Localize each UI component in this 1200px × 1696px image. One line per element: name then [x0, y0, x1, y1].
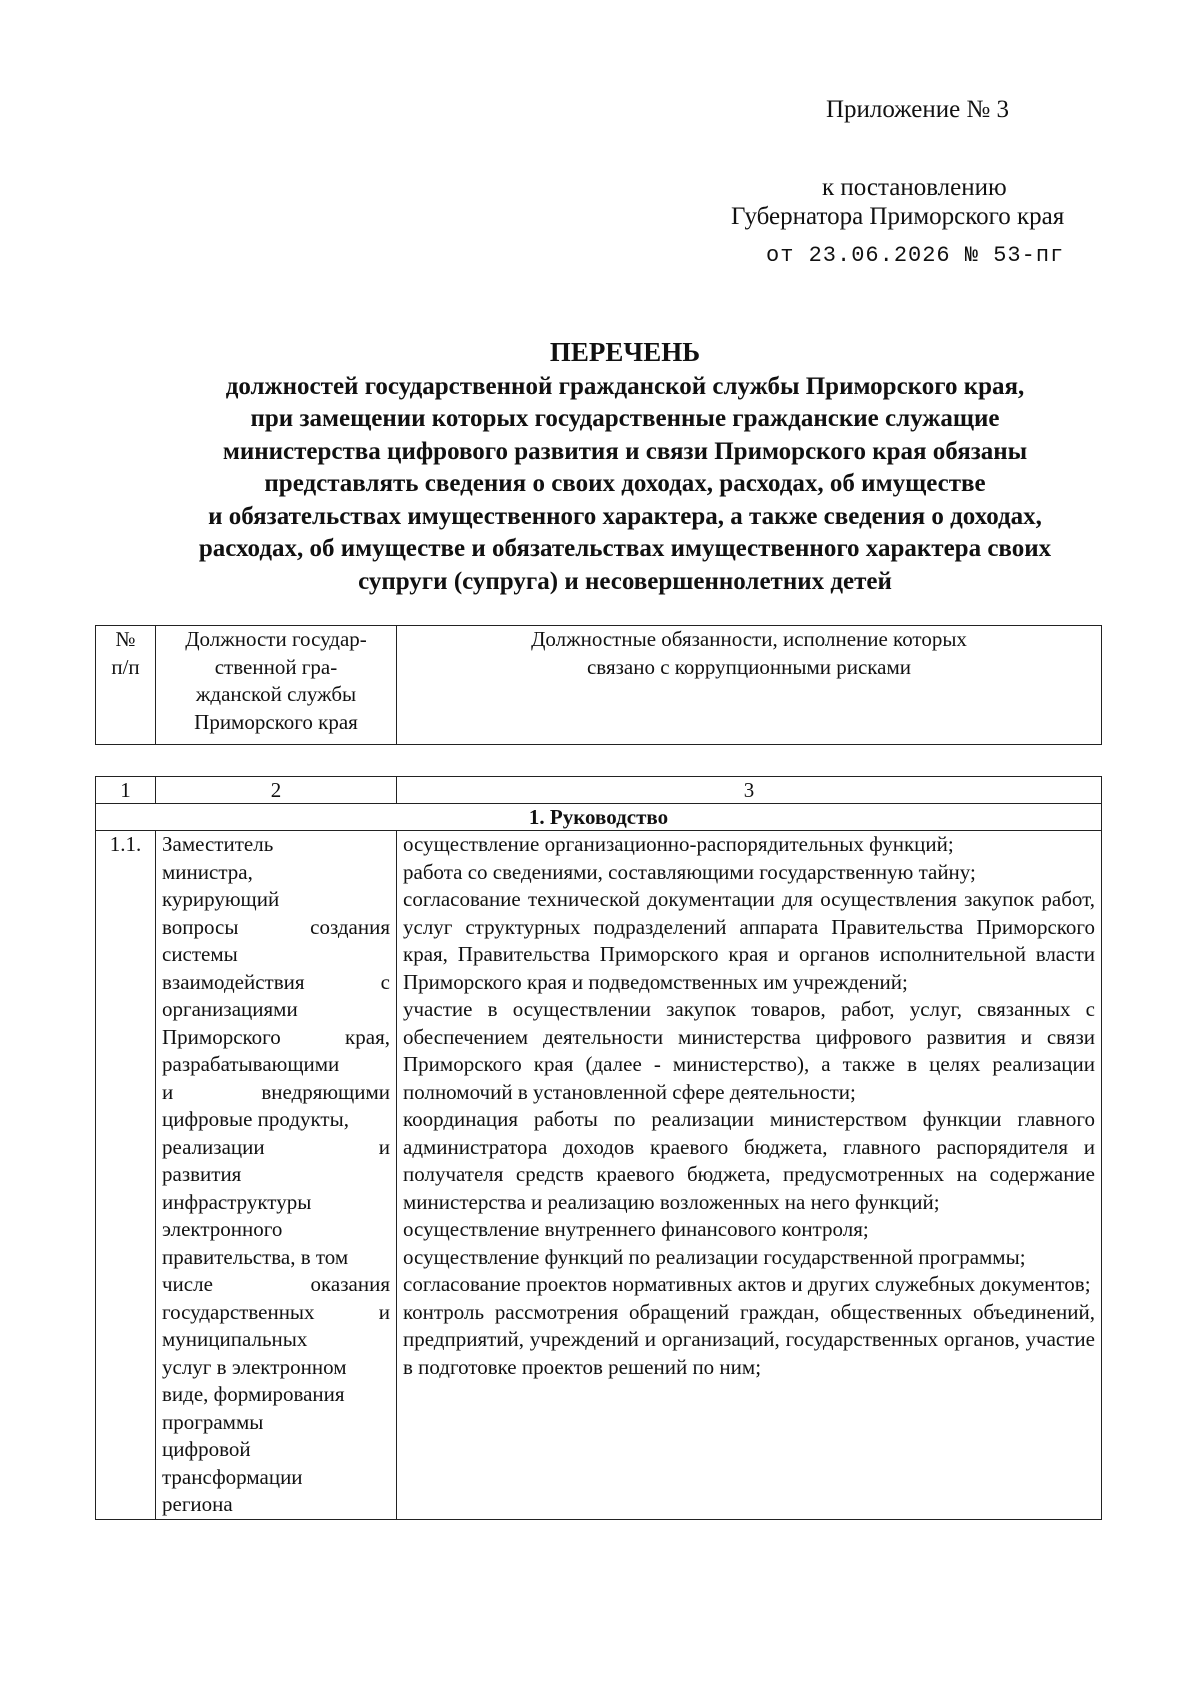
title-line: представлять сведения о своих доходах, расходах, об имуществе	[264, 470, 986, 497]
position-line: виде, формирования	[162, 1382, 345, 1406]
appendix-label: Приложение № 3	[826, 96, 1010, 123]
position-line: программы	[162, 1409, 264, 1434]
column-number-row	[96, 777, 1102, 804]
header-text: ственной гра-	[214, 654, 338, 679]
duty-item: согласование технической документации для осуществления закупок работ, услуг структурных подразделений аппарата Правительства Приморского края, Правительства Приморского края и органов исполнительной власти Приморского края и подведомственных им учреждений;	[403, 887, 1095, 994]
header-text: Приморского края	[194, 709, 358, 734]
duty-item: согласование проектов нормативных актов и других служебных документов;	[403, 1272, 1091, 1296]
position-line: курирующий	[162, 887, 280, 911]
header-text: Должности государ-	[185, 627, 367, 651]
position-line: системы	[162, 942, 238, 966]
position-line: организациями	[162, 997, 298, 1021]
position-cell	[156, 831, 397, 1520]
title-line: супруги (супруга) и несовершеннолетних детей	[358, 567, 892, 595]
column-number: 3	[397, 777, 1102, 804]
position-line: разрабатывающими	[162, 1052, 340, 1076]
position-line: и внедряющими	[162, 1079, 390, 1104]
position-line: цифровой	[162, 1437, 251, 1461]
title-line: и обязательствах имущественного характера, а также сведения о доходах,	[208, 502, 1042, 530]
title-line: должностей государственной гражданской службы Приморского края,	[225, 372, 1025, 400]
header-cell-position	[156, 626, 397, 745]
header-cell-duties	[397, 626, 1102, 745]
header-cell-number	[96, 626, 156, 745]
document-title	[130, 336, 1120, 598]
section-row	[96, 804, 1102, 831]
duty-item: координация работы по реализации министерством функции главного администратора доходов краевого бюджета, главного распорядителя и получателя средств краевого бюджета, предусмотренных на содержание министерства и реализацию возложенных на него функций;	[403, 1107, 1095, 1214]
title-line: расходах, об имуществе и обязательствах имущественного характера своих	[198, 535, 1052, 562]
decree-issuer: Губернатора Приморского края	[731, 203, 1065, 230]
duty-item: контроль рассмотрения обращений граждан, общественных объединений, предприятий, учреждений и организаций, государственных органов, участие в подготовке проектов решений по ним;	[403, 1299, 1095, 1379]
duty-item: осуществление функций по реализации государственной программы;	[403, 1244, 1026, 1269]
position-line: электронного	[162, 1217, 283, 1241]
position-line: Заместитель	[162, 832, 274, 856]
duty-item: осуществление внутреннего финансового контроля;	[403, 1217, 869, 1241]
position-line: инфраструктуры	[162, 1189, 312, 1214]
header-text: №	[115, 627, 136, 651]
position-line: цифровые продукты,	[162, 1107, 349, 1131]
title-line: при замещении которых государственные гражданские служащие	[250, 405, 1000, 432]
decree-date-stamp: от 23.06.2026 № 53-пг	[766, 243, 1065, 268]
title-heading: ПЕРЕЧЕНЬ	[549, 337, 701, 367]
table-header	[95, 625, 1102, 745]
duty-item: работа со сведениями, составляющими государственную тайну;	[403, 859, 976, 884]
position-line: государственных и	[162, 1299, 390, 1324]
decree-reference: к постановлению	[822, 174, 1007, 201]
section-title: 1. Руководство	[96, 804, 1102, 831]
position-line: взаимодействия с	[162, 969, 390, 994]
header-text: жданской службы	[195, 682, 357, 706]
position-line: трансформации	[162, 1464, 303, 1489]
position-line: министра,	[162, 859, 253, 884]
position-line: услуг в электронном	[162, 1354, 347, 1379]
row-number: 1.1.	[96, 831, 156, 1520]
positions-table	[95, 776, 1102, 1520]
header-text: Должностные обязанности, исполнение которых	[531, 627, 967, 651]
table-row	[96, 831, 1102, 1520]
position-line: муниципальных	[162, 1327, 308, 1351]
title-line: министерства цифрового развития и связи Приморского края обязаны	[222, 437, 1028, 465]
position-line: развития	[162, 1162, 242, 1186]
duties-cell	[397, 831, 1102, 1520]
position-line: числе оказания	[162, 1272, 390, 1296]
position-line: региона	[162, 1492, 233, 1516]
position-line: реализации и	[162, 1134, 390, 1159]
position-line: правительства, в том	[162, 1244, 349, 1269]
column-number: 2	[156, 777, 397, 804]
header-text: п/п	[111, 654, 140, 679]
header-text: связано с коррупционными рисками	[586, 654, 912, 679]
position-line: Приморского края,	[162, 1024, 390, 1049]
duty-item: осуществление организационно-распорядительных функций;	[403, 832, 954, 856]
column-number: 1	[96, 777, 156, 804]
position-line: вопросы создания	[162, 914, 390, 939]
duty-item: участие в осуществлении закупок товаров, работ, услуг, связанных с обеспечением деятельности министерства цифрового развития и связи Приморского края (далее - министерство), а также в целях реализации полномочий в установленной сфере деятельности;	[403, 997, 1095, 1104]
